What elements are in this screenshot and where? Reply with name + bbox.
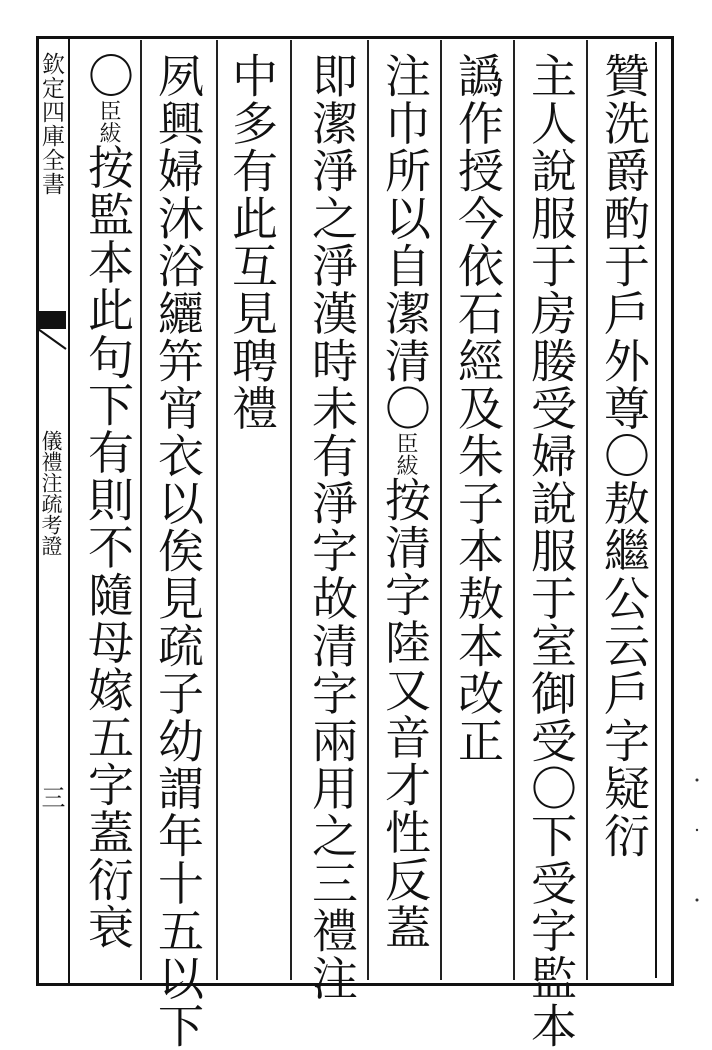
column-text-part: 按監本此句下有則不隨母嫁五字蓋衍衰: [81, 143, 135, 951]
annotation-note: 臣: [96, 99, 121, 122]
text-column-3: 譌作授今依石經及朱子本敖本改正: [451, 52, 505, 765]
annotation-note: 臣: [393, 432, 418, 454]
column-text-part: 〇: [81, 52, 135, 100]
text-column-5: 即潔淨之淨漢時未有淨字故清字兩用之三禮注: [305, 52, 359, 1002]
column-text-part: 按清字陸又音才性反蓋: [378, 476, 432, 951]
column-text-part: 注巾所以自潔清〇: [378, 52, 432, 432]
column-divider: [290, 40, 292, 980]
text-column-2: 主人說服于房媵受婦說服于室御受〇下受字監本: [524, 52, 578, 1050]
margin-dots: [692, 770, 702, 910]
column-divider: [586, 40, 588, 980]
column-divider: [513, 40, 515, 980]
annotation-note: 紱: [96, 121, 121, 144]
text-column-6: 中多有此互見聘禮: [225, 52, 279, 432]
text-column-1: 贊洗爵酌于戶外尊〇敖繼公云戶字疑衍: [597, 52, 651, 860]
inner-border-rule: [655, 42, 657, 978]
text-column-8: [78, 52, 138, 982]
column-divider: [216, 40, 218, 980]
book-title: 儀禮注疏考證: [39, 430, 63, 556]
text-column-7: 夙興婦沐浴纚笄宵衣以俟見疏子幼謂年十五以下: [151, 52, 205, 1050]
column-divider: [367, 40, 369, 980]
column-divider: [440, 40, 442, 980]
page-number: 三: [37, 785, 65, 809]
text-column-4: [375, 52, 435, 982]
series-title: 欽定四庫全書: [38, 52, 64, 196]
fish-tail-mark-icon: [36, 305, 68, 353]
column-divider: [140, 40, 142, 980]
annotation-note: 紱: [393, 454, 418, 476]
